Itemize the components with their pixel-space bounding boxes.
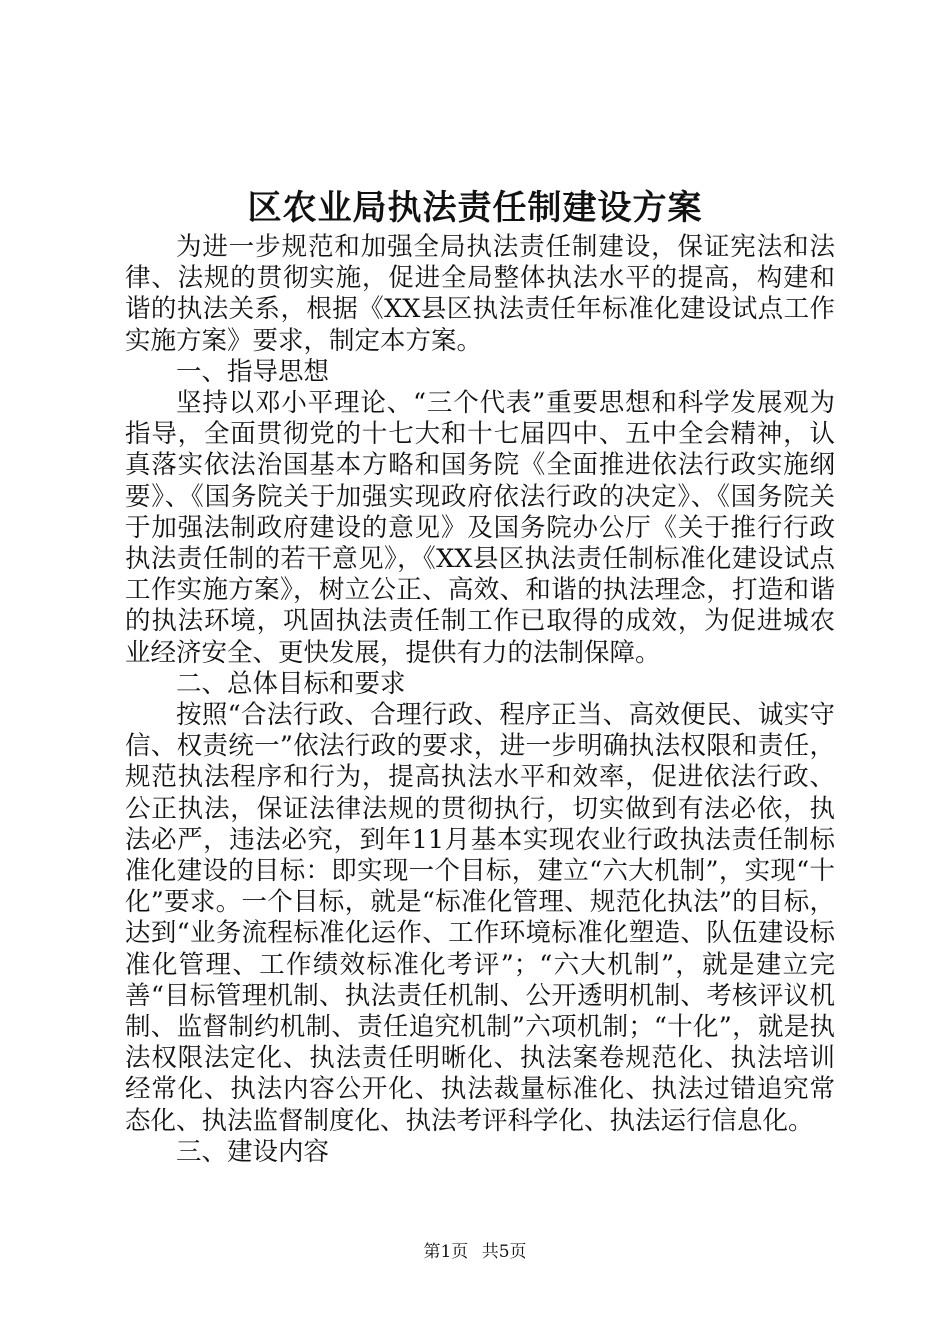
page-footer bbox=[0, 1240, 950, 1264]
document-body bbox=[125, 232, 835, 1168]
intro-paragraph: 为进一步规范和加强全局执法责任制建设，保证宪法和法律、法规的贯彻实施，促进全局整体执法水平的提高，构建和谐的执法关系，根据《XX县区执法责任年标准化建设试点工作实施方案》要求，制定本方案。 bbox=[125, 232, 835, 356]
document-title: 区农业局执法责任制建设方案 bbox=[247, 188, 703, 228]
page-number: 第1页 bbox=[423, 1242, 469, 1262]
section-heading-2: 二、总体目标和要求 bbox=[176, 668, 406, 699]
section-heading-3: 三、建设内容 bbox=[176, 1136, 330, 1167]
section-heading-1: 一、指导思想 bbox=[176, 356, 330, 387]
page-total: 共5页 bbox=[481, 1242, 527, 1262]
section-paragraph-2: 按照“合法行政、合理行政、程序正当、高效便民、诚实守信、权责统一”依法行政的要求，进一步明确执法权限和责任，规范执法程序和行为，提高执法水平和效率，促进依法行政、公正执法，保证法律法规的贯彻执行，切实做到有法必依，执法必严，违法必究，到年11月基本实现农业行政执法责任制标准化建设的目标：即实现一个目标，建立“六大机制”，实现“十化”要求。一个目标，就是“标准化管理、规范化执法”的目标，达到“业务流程标准化运作、工作环境标准化塑造、队伍建设标准化管理、工作绩效标准化考评”；“六大机制”，就是建立完善“目标管理机制、执法责任机制、公开透明机制、考核评议机制、监督制约机制、责任追究机制”六项机制；“十化”，就是执法权限法定化、执法责任明晰化、执法案卷规范化、执法培训经常化、执法内容公开化、执法裁量标准化、执法过错追究常态化、执法监督制度化、执法考评科学化、执法运行信息化。 bbox=[125, 700, 835, 1136]
section-paragraph-1: 坚持以邓小平理论、“三个代表”重要思想和科学发展观为指导，全面贯彻党的十七大和十七届四中、五中全会精神，认真落实依法治国基本方略和国务院《全面推进依法行政实施纲要》、《国务院关于加强实现政府依法行政的决定》、《国务院关于加强法制政府建设的意见》及国务院办公厅《关于推行行政执法责任制的若干意见》，《XX县区执法责任制标准化建设试点工作实施方案》，树立公正、高效、和谐的执法理念，打造和谐的执法环境，巩固执法责任制工作已取得的成效，为促进城农业经济安全、更快发展，提供有力的法制保障。 bbox=[125, 388, 835, 668]
